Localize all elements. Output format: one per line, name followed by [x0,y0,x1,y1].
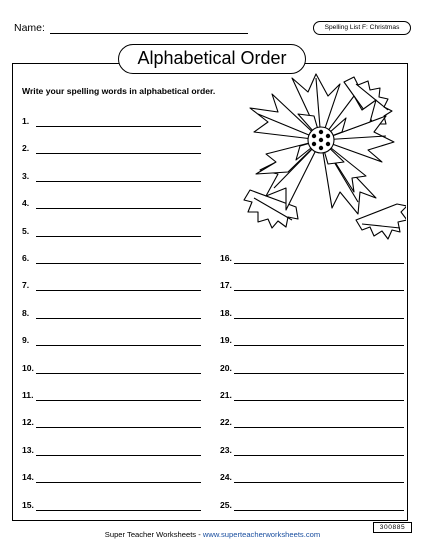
answer-entry-3 [22,168,201,182]
answer-line[interactable] [234,263,404,264]
answer-line[interactable] [36,263,201,264]
answer-line[interactable] [234,373,404,374]
answer-number: 1. [22,116,30,126]
answer-number: 22. [220,417,232,428]
answer-entry-1 [22,113,201,127]
answer-line[interactable] [234,482,404,483]
answer-entry-14 [22,469,201,483]
footer-link[interactable]: www.superteacherworksheets.com [202,530,321,539]
answer-entry-19 [220,332,404,346]
footer-separator: - [196,530,203,539]
answer-number: 13. [22,444,34,455]
answer-entry-25 [220,497,404,511]
answer-line[interactable] [234,345,404,346]
answer-number: 14. [22,472,34,483]
name-line[interactable] [50,33,248,34]
footer-brand: Super Teacher Worksheets [104,530,197,539]
answer-entry-8 [22,305,201,319]
answer-number: 10. [22,362,34,373]
answer-number: 11. [22,390,34,400]
answer-entry-17 [220,277,404,291]
worksheet-code: 300885 [373,522,412,533]
answer-number: 5. [22,225,30,236]
name-label: Name: [14,22,45,34]
footer [0,530,425,539]
answer-entry-15 [22,497,201,511]
answer-line[interactable] [234,510,404,511]
answer-line[interactable] [36,181,201,182]
worksheet-title: Alphabetical Order [118,44,306,74]
answer-number: 12. [22,417,34,428]
answer-number: 17. [220,280,232,291]
answer-line[interactable] [36,126,201,127]
answer-entry-23 [220,442,404,456]
answer-line[interactable] [234,400,404,401]
answer-number: 23. [220,444,232,455]
answer-line[interactable] [36,236,201,237]
answer-entry-11 [22,387,201,401]
answer-number: 15. [22,499,34,510]
answer-line[interactable] [36,427,201,428]
answer-line[interactable] [36,400,201,401]
answer-entry-9 [22,332,201,346]
answer-number: 19. [220,335,232,346]
poinsettia-icon [236,70,406,242]
answer-entry-2 [22,140,201,154]
answer-entry-21 [220,387,404,401]
answer-number: 2. [22,143,30,154]
answer-number: 21. [220,390,232,400]
answer-number: 18. [220,307,232,318]
answer-number: 4. [22,198,30,209]
answer-number: 16. [220,253,232,263]
answer-number: 24. [220,472,232,483]
answer-number: 25. [220,499,232,510]
answer-entry-6 [22,250,201,264]
answer-line[interactable] [36,208,201,209]
answer-number: 9. [22,335,30,346]
answer-entry-7 [22,277,201,291]
answer-number: 6. [22,253,30,263]
answer-line[interactable] [234,290,404,291]
answer-line[interactable] [36,510,201,511]
answer-line[interactable] [36,345,201,346]
answer-entry-16 [220,250,404,264]
answer-entry-4 [22,195,201,209]
instructions: Write your spelling words in alphabetical order. [22,86,216,96]
answer-entry-18 [220,305,404,319]
answer-line[interactable] [36,373,201,374]
answer-entry-20 [220,360,404,374]
spelling-list-badge: Spelling List F: Christmas [313,21,411,35]
answer-line[interactable] [36,153,201,154]
answer-number: 8. [22,307,30,318]
answer-number: 20. [220,362,232,373]
answer-entry-5 [22,223,201,237]
answer-line[interactable] [36,318,201,319]
answer-line[interactable] [234,427,404,428]
answer-line[interactable] [36,455,201,456]
answer-entry-12 [22,414,201,428]
answer-entry-22 [220,414,404,428]
answer-entry-24 [220,469,404,483]
answer-line[interactable] [234,455,404,456]
answer-entry-13 [22,442,201,456]
answer-number: 3. [22,170,30,181]
answer-number: 7. [22,280,30,291]
answer-line[interactable] [234,318,404,319]
answer-entry-10 [22,360,201,374]
answer-line[interactable] [36,482,201,483]
answer-line[interactable] [36,290,201,291]
